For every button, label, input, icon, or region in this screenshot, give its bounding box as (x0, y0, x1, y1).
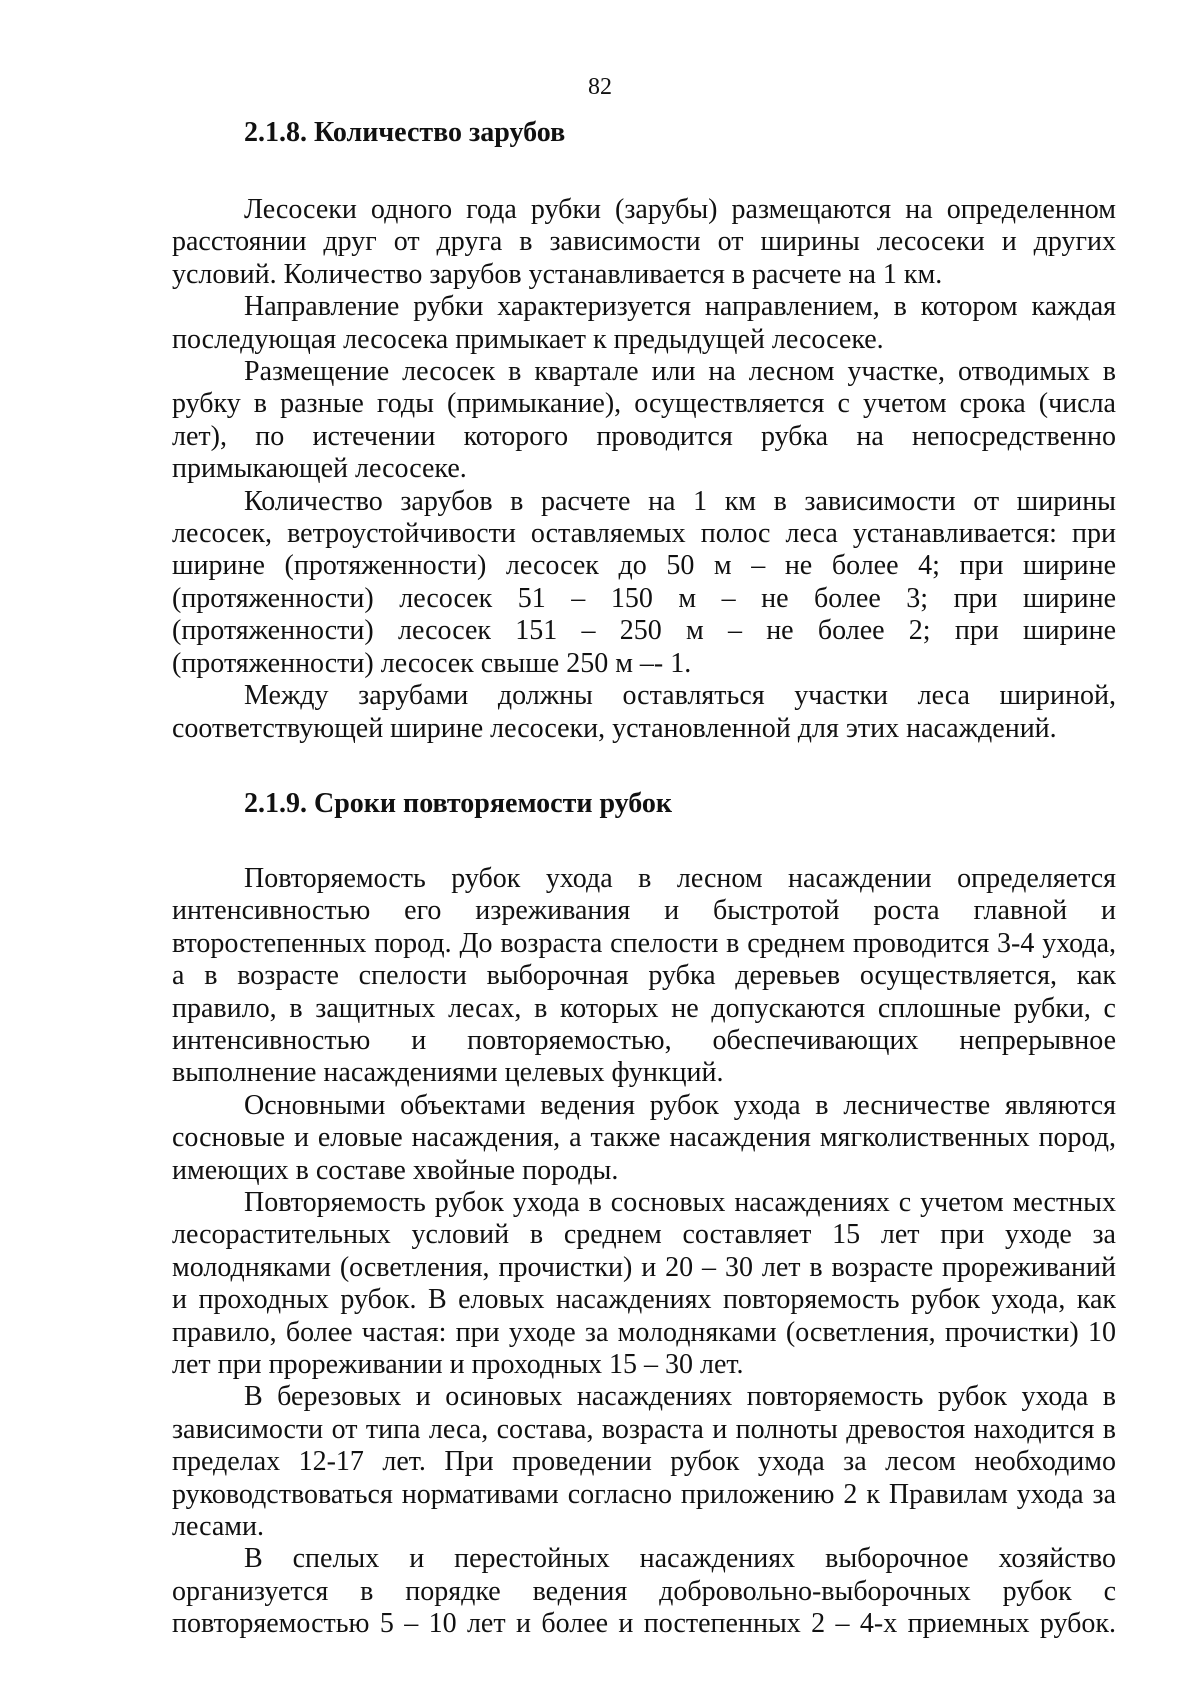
paragraph: Размещение лесосек в квартале или на лесном участке, отводимых в рубку в разные годы (примыкание), осуществляется с учетом срока (числа лет), по истечении которого проводится рубка на непосредственно примыкающей лесосеке. (172, 356, 1116, 485)
page-content (172, 116, 1116, 1641)
paragraph: Направление рубки характеризуется направлением, в котором каждая последующая лесосека примыкает к предыдущей лесосеке. (172, 291, 1116, 355)
page-number: 82 (588, 74, 612, 100)
section-heading-quantity-of-cuts: 2.1.8. Количество зарубов (244, 117, 566, 148)
paragraph: Повторяемость рубок ухода в сосновых насаждениях с учетом местных лесорастительных условий в среднем составляет 15 лет при уходе за молодняками (осветления, прочистки) и 20 – 30 лет в возрасте прореживаний и проходных рубок. В еловых насаждениях повторяемость рубок ухода, как правило, более частая: при уходе за молодняками (осветления, прочистки) 10 лет при прореживании и проходных 15 – 30 лет. (172, 1186, 1116, 1380)
paragraph: В спелых и перестойных насаждениях выборочное хозяйство организуется в порядке ведения добровольно-выборочных рубок с повторяемостью 5 – 10 лет и более и постепенных 2 – 4-х приемных рубок. (172, 1543, 1116, 1640)
paragraph: Лесосеки одного года рубки (зарубы) размещаются на определенном расстоянии друг от друга в зависимости от ширины лесосеки и других условий. Количество зарубов устанавливается в расчете на 1 км. (172, 194, 1116, 290)
section-heading-cutting-repeat-periods: 2.1.9. Сроки повторяемости рубок (244, 787, 673, 819)
paragraph: Основными объектами ведения рубок ухода в лесничестве являются сосновые и еловые насаждения, а также насаждения мягколиственных пород, имеющих в составе хвойные породы. (172, 1089, 1116, 1186)
paragraph: Количество зарубов в расчете на 1 км в зависимости от ширины лесосек, ветроустойчивости оставляемых полос леса устанавливается: при ширине (протяженности) лесосек до 50 м – не более 4; при ширине (протяженности) лесосек 51 – 150 м – не более 3; при ширине (протяженности) лесосек 151 – 250 м – не более 2; при ширине (протяженности) лесосек свыше 250 м –- 1. (172, 485, 1116, 679)
paragraph: Повторяемость рубок ухода в лесном насаждении определяется интенсивностью его изреживания и быстротой роста главной и второстепенных пород. До возраста спелости в среднем проводится 3-4 ухода, а в возрасте спелости выборочная рубка деревьев осуществляется, как правило, в защитных лесах, в которых не допускаются сплошные рубки, с интенсивностью и повторяемостью, обеспечивающих непрерывное выполнение насаждениями целевых функций. (172, 862, 1116, 1089)
paragraph: В березовых и осиновых насаждениях повторяемость рубок ухода в зависимости от типа леса, состава, возраста и полноты древостоя находится в пределах 12-17 лет. При проведении рубок ухода за лесом необходимо руководствоваться нормативами согласно приложению 2 к Правилам ухода за лесами. (172, 1381, 1116, 1543)
paragraph: Между зарубами должны оставляться участки леса шириной, соответствующей ширине лесосеки, установленной для этих насаждений. (172, 680, 1116, 744)
